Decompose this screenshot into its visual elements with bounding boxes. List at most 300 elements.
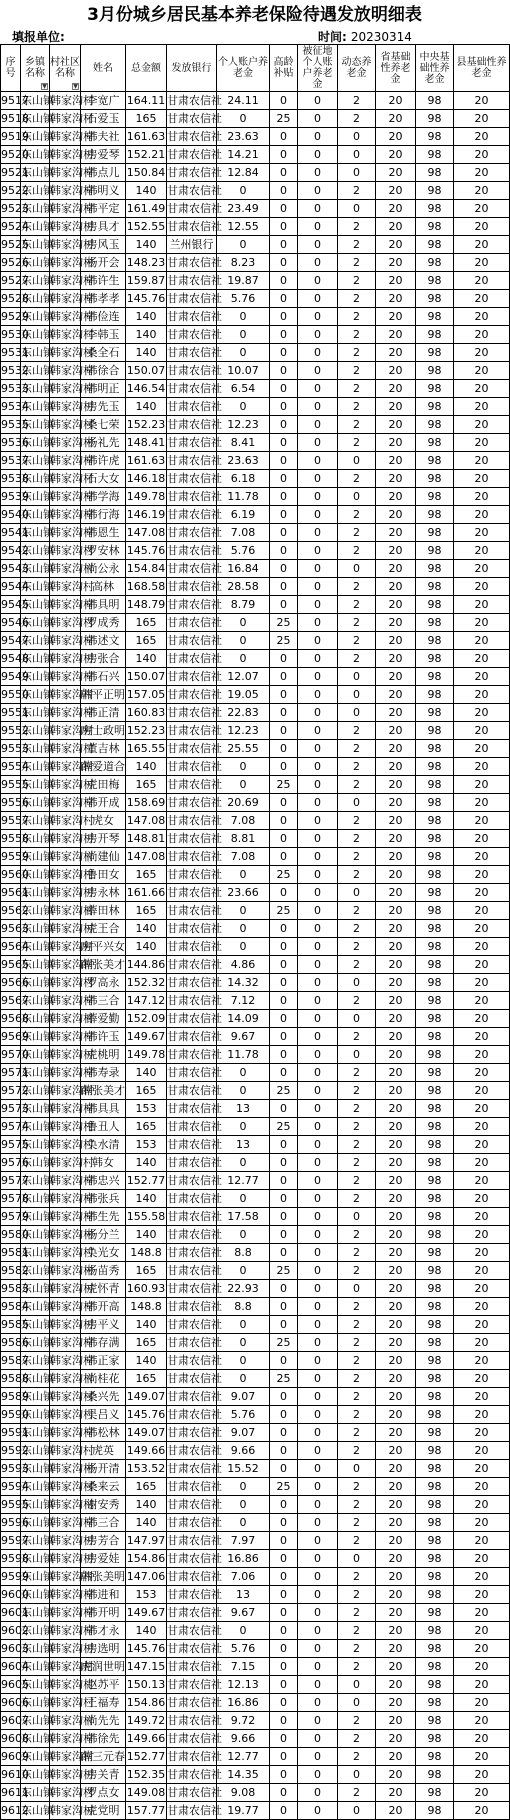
cell-prov[interactable]: 20 — [376, 956, 416, 974]
cell-prov[interactable]: 20 — [376, 1136, 416, 1154]
cell-cnty[interactable]: 20 — [454, 1586, 510, 1604]
cell-cnty[interactable]: 20 — [454, 956, 510, 974]
cell-bank[interactable]: 甘肃农信社 — [167, 1640, 217, 1658]
cell-land[interactable]: 0 — [298, 740, 338, 758]
cell-dyn[interactable]: 0 — [338, 146, 376, 164]
cell-total[interactable]: 147.08 — [126, 812, 167, 830]
cell-total[interactable]: 148.41 — [126, 434, 167, 452]
cell-dyn[interactable]: 2 — [338, 1406, 376, 1424]
cell-pers[interactable]: 0 — [217, 866, 270, 884]
cell-cent[interactable]: 98 — [416, 524, 454, 542]
cell-seq[interactable]: 9581 — [1, 1244, 21, 1262]
cell-total[interactable]: 140 — [126, 398, 167, 416]
cell-town[interactable]: 东山镇 — [21, 1568, 50, 1586]
cell-total[interactable]: 152.77 — [126, 1172, 167, 1190]
cell-cent[interactable]: 98 — [416, 1370, 454, 1388]
cell-cent[interactable]: 98 — [416, 1514, 454, 1532]
cell-cent[interactable]: 98 — [416, 1208, 454, 1226]
cell-total[interactable]: 152.55 — [126, 218, 167, 236]
cell-seq[interactable]: 9596 — [1, 1514, 21, 1532]
cell-town[interactable]: 东山镇 — [21, 398, 50, 416]
cell-pers[interactable]: 0 — [217, 1352, 270, 1370]
cell-bank[interactable]: 甘肃农信社 — [167, 1280, 217, 1298]
cell-pers[interactable]: 25.55 — [217, 740, 270, 758]
cell-seq[interactable]: 9561 — [1, 884, 21, 902]
cell-seq[interactable]: 9592 — [1, 1442, 21, 1460]
cell-name[interactable]: 李韩玉 — [81, 326, 126, 344]
cell-name[interactable]: 虎党明 — [81, 1802, 126, 1820]
cell-total[interactable]: 148.79 — [126, 596, 167, 614]
cell-cent[interactable]: 98 — [416, 164, 454, 182]
cell-seq[interactable]: 9534 — [1, 398, 21, 416]
cell-age[interactable]: 0 — [270, 938, 298, 956]
cell-bank[interactable]: 甘肃农信社 — [167, 542, 217, 560]
cell-bank[interactable]: 甘肃农信社 — [167, 128, 217, 146]
cell-cent[interactable]: 98 — [416, 452, 454, 470]
cell-name[interactable]: 虎王合 — [81, 920, 126, 938]
cell-age[interactable]: 0 — [270, 236, 298, 254]
cell-town[interactable]: 东山镇 — [21, 272, 50, 290]
cell-village[interactable]: 韩家沟村 — [50, 1496, 81, 1514]
cell-age[interactable]: 0 — [270, 452, 298, 470]
cell-dyn[interactable]: 2 — [338, 1370, 376, 1388]
cell-land[interactable]: 0 — [298, 1316, 338, 1334]
cell-cent[interactable]: 98 — [416, 596, 454, 614]
cell-town[interactable]: 东山镇 — [21, 920, 50, 938]
cell-land[interactable]: 0 — [298, 1154, 338, 1172]
cell-seq[interactable]: 9586 — [1, 1334, 21, 1352]
cell-seq[interactable]: 9585 — [1, 1316, 21, 1334]
cell-cnty[interactable]: 20 — [454, 1442, 510, 1460]
cell-bank[interactable]: 甘肃农信社 — [167, 1154, 217, 1172]
cell-seq[interactable]: 9535 — [1, 416, 21, 434]
cell-cent[interactable]: 98 — [416, 236, 454, 254]
cell-name[interactable]: 薛张美才 — [81, 956, 126, 974]
cell-village[interactable]: 韩家沟村 — [50, 650, 81, 668]
cell-seq[interactable]: 9599 — [1, 1568, 21, 1586]
cell-prov[interactable]: 20 — [376, 164, 416, 182]
cell-bank[interactable]: 甘肃农信社 — [167, 668, 217, 686]
cell-land[interactable]: 0 — [298, 434, 338, 452]
cell-cnty[interactable]: 20 — [454, 1694, 510, 1712]
cell-land[interactable]: 0 — [298, 1676, 338, 1694]
cell-cent[interactable]: 98 — [416, 1190, 454, 1208]
cell-total[interactable]: 165 — [126, 1118, 167, 1136]
cell-pers[interactable]: 9.67 — [217, 1604, 270, 1622]
cell-dyn[interactable]: 2 — [338, 1424, 376, 1442]
cell-total[interactable]: 153 — [126, 1136, 167, 1154]
cell-town[interactable]: 东山镇 — [21, 308, 50, 326]
cell-cnty[interactable]: 20 — [454, 1766, 510, 1784]
cell-land[interactable]: 0 — [298, 398, 338, 416]
cell-age[interactable]: 0 — [270, 560, 298, 578]
cell-age[interactable]: 0 — [270, 128, 298, 146]
cell-town[interactable]: 东山镇 — [21, 1190, 50, 1208]
cell-cnty[interactable]: 20 — [454, 146, 510, 164]
cell-town[interactable]: 东山镇 — [21, 1766, 50, 1784]
cell-town[interactable]: 东山镇 — [21, 452, 50, 470]
cell-town[interactable]: 东山镇 — [21, 1064, 50, 1082]
cell-dyn[interactable]: 2 — [338, 272, 376, 290]
cell-town[interactable]: 东山镇 — [21, 1550, 50, 1568]
cell-name[interactable]: 韩松林 — [81, 1424, 126, 1442]
cell-cent[interactable]: 98 — [416, 686, 454, 704]
cell-village[interactable]: 韩家沟村 — [50, 722, 81, 740]
cell-land[interactable]: 0 — [298, 362, 338, 380]
cell-land[interactable]: 0 — [298, 1118, 338, 1136]
cell-land[interactable]: 0 — [298, 1244, 338, 1262]
cell-cnty[interactable]: 20 — [454, 758, 510, 776]
cell-cent[interactable]: 98 — [416, 1496, 454, 1514]
cell-pers[interactable]: 0 — [217, 1064, 270, 1082]
cell-prov[interactable]: 20 — [376, 632, 416, 650]
cell-dyn[interactable]: 2 — [338, 1334, 376, 1352]
cell-name[interactable]: 韩进和 — [81, 1586, 126, 1604]
cell-total[interactable]: 149.78 — [126, 488, 167, 506]
cell-village[interactable]: 韩家沟村 — [50, 578, 81, 596]
cell-cnty[interactable]: 20 — [454, 488, 510, 506]
cell-age[interactable]: 0 — [270, 326, 298, 344]
cell-prov[interactable]: 20 — [376, 1568, 416, 1586]
cell-name[interactable]: 高林 — [81, 578, 126, 596]
cell-village[interactable]: 韩家沟村 — [50, 1478, 81, 1496]
cell-seq[interactable]: 9609 — [1, 1748, 21, 1766]
cell-town[interactable]: 东山镇 — [21, 1532, 50, 1550]
cell-bank[interactable]: 甘肃农信社 — [167, 1586, 217, 1604]
cell-total[interactable]: 149.07 — [126, 1424, 167, 1442]
cell-cent[interactable]: 98 — [416, 272, 454, 290]
cell-village[interactable]: 韩家沟村 — [50, 326, 81, 344]
cell-pers[interactable]: 7.08 — [217, 524, 270, 542]
cell-name[interactable]: 鲁田女 — [81, 866, 126, 884]
cell-age[interactable]: 0 — [270, 992, 298, 1010]
cell-town[interactable]: 东山镇 — [21, 1460, 50, 1478]
cell-village[interactable]: 韩家沟村 — [50, 128, 81, 146]
cell-town[interactable]: 东山镇 — [21, 614, 50, 632]
cell-bank[interactable]: 甘肃农信社 — [167, 776, 217, 794]
cell-dyn[interactable]: 2 — [338, 434, 376, 452]
cell-seq[interactable]: 9568 — [1, 1010, 21, 1028]
cell-bank[interactable]: 甘肃农信社 — [167, 596, 217, 614]
cell-town[interactable]: 东山镇 — [21, 1406, 50, 1424]
cell-total[interactable]: 152.21 — [126, 146, 167, 164]
cell-seq[interactable]: 9557 — [1, 812, 21, 830]
cell-cnty[interactable]: 20 — [454, 1730, 510, 1748]
cell-dyn[interactable]: 2 — [338, 1658, 376, 1676]
cell-cent[interactable]: 98 — [416, 1586, 454, 1604]
cell-town[interactable]: 东山镇 — [21, 632, 50, 650]
cell-land[interactable]: 0 — [298, 1622, 338, 1640]
cell-pers[interactable]: 13 — [217, 1586, 270, 1604]
cell-total[interactable]: 140 — [126, 758, 167, 776]
cell-cent[interactable]: 98 — [416, 1316, 454, 1334]
cell-bank[interactable]: 甘肃农信社 — [167, 1208, 217, 1226]
cell-total[interactable]: 152.77 — [126, 1748, 167, 1766]
cell-bank[interactable]: 甘肃农信社 — [167, 1226, 217, 1244]
cell-age[interactable]: 0 — [270, 344, 298, 362]
cell-cent[interactable]: 98 — [416, 668, 454, 686]
cell-town[interactable]: 东山镇 — [21, 956, 50, 974]
cell-cnty[interactable]: 20 — [454, 1748, 510, 1766]
cell-age[interactable]: 25 — [270, 632, 298, 650]
cell-seq[interactable]: 9544 — [1, 578, 21, 596]
cell-dyn[interactable]: 2 — [338, 776, 376, 794]
cell-name[interactable]: 房风玉 — [81, 236, 126, 254]
cell-cent[interactable]: 98 — [416, 1748, 454, 1766]
cell-bank[interactable]: 甘肃农信社 — [167, 722, 217, 740]
cell-age[interactable]: 0 — [270, 1622, 298, 1640]
cell-total[interactable]: 140 — [126, 344, 167, 362]
cell-name[interactable]: 虎英 — [81, 1442, 126, 1460]
cell-town[interactable]: 东山镇 — [21, 1082, 50, 1100]
cell-age[interactable]: 0 — [270, 1190, 298, 1208]
cell-cent[interactable]: 98 — [416, 398, 454, 416]
cell-village[interactable]: 韩家沟村 — [50, 1154, 81, 1172]
cell-prov[interactable]: 20 — [376, 1550, 416, 1568]
cell-land[interactable]: 0 — [298, 236, 338, 254]
cell-age[interactable]: 0 — [270, 578, 298, 596]
cell-town[interactable]: 东山镇 — [21, 794, 50, 812]
cell-bank[interactable]: 甘肃农信社 — [167, 200, 217, 218]
cell-bank[interactable]: 甘肃农信社 — [167, 560, 217, 578]
cell-dyn[interactable]: 2 — [338, 1784, 376, 1802]
cell-prov[interactable]: 20 — [376, 1100, 416, 1118]
cell-dyn[interactable]: 2 — [338, 812, 376, 830]
cell-prov[interactable]: 20 — [376, 1118, 416, 1136]
cell-bank[interactable]: 甘肃农信社 — [167, 938, 217, 956]
cell-town[interactable]: 东山镇 — [21, 1316, 50, 1334]
cell-land[interactable]: 0 — [298, 1298, 338, 1316]
cell-land[interactable]: 0 — [298, 1100, 338, 1118]
cell-town[interactable]: 东山镇 — [21, 1046, 50, 1064]
cell-bank[interactable]: 甘肃农信社 — [167, 272, 217, 290]
cell-name[interactable]: 董吉林 — [81, 740, 126, 758]
cell-prov[interactable]: 20 — [376, 902, 416, 920]
cell-bank[interactable]: 甘肃农信社 — [167, 110, 217, 128]
cell-total[interactable]: 152.09 — [126, 1010, 167, 1028]
cell-age[interactable]: 25 — [270, 776, 298, 794]
cell-age[interactable]: 0 — [270, 1640, 298, 1658]
cell-pers[interactable]: 8.81 — [217, 830, 270, 848]
cell-age[interactable]: 0 — [270, 848, 298, 866]
cell-town[interactable]: 东山镇 — [21, 1172, 50, 1190]
cell-pers[interactable]: 0 — [217, 614, 270, 632]
cell-cent[interactable]: 98 — [416, 92, 454, 110]
cell-cent[interactable]: 98 — [416, 1280, 454, 1298]
cell-cent[interactable]: 98 — [416, 1082, 454, 1100]
cell-village[interactable]: 韩家沟村 — [50, 1694, 81, 1712]
cell-prov[interactable]: 20 — [376, 524, 416, 542]
cell-prov[interactable]: 20 — [376, 1622, 416, 1640]
cell-land[interactable]: 0 — [298, 1082, 338, 1100]
cell-dyn[interactable]: 0 — [338, 1208, 376, 1226]
cell-dyn[interactable]: 0 — [338, 128, 376, 146]
cell-total[interactable]: 155.58 — [126, 1208, 167, 1226]
cell-name[interactable]: 桑来云 — [81, 1478, 126, 1496]
cell-bank[interactable]: 甘肃农信社 — [167, 974, 217, 992]
cell-total[interactable]: 160.83 — [126, 704, 167, 722]
cell-total[interactable]: 148.8 — [126, 1298, 167, 1316]
cell-pers[interactable]: 19.05 — [217, 686, 270, 704]
cell-dyn[interactable]: 2 — [338, 1388, 376, 1406]
cell-cnty[interactable]: 20 — [454, 884, 510, 902]
cell-prov[interactable]: 20 — [376, 1496, 416, 1514]
cell-dyn[interactable]: 2 — [338, 1154, 376, 1172]
cell-village[interactable]: 韩家沟村 — [50, 632, 81, 650]
cell-village[interactable]: 韩家沟村 — [50, 1424, 81, 1442]
cell-pers[interactable]: 9.72 — [217, 1712, 270, 1730]
cell-bank[interactable]: 甘肃农信社 — [167, 866, 217, 884]
cell-bank[interactable]: 甘肃农信社 — [167, 398, 217, 416]
cell-seq[interactable]: 9556 — [1, 794, 21, 812]
cell-total[interactable]: 140 — [126, 1514, 167, 1532]
cell-cnty[interactable]: 20 — [454, 1550, 510, 1568]
cell-total[interactable]: 159.87 — [126, 272, 167, 290]
cell-pers[interactable]: 8.8 — [217, 1298, 270, 1316]
cell-total[interactable]: 140 — [126, 308, 167, 326]
cell-bank[interactable]: 甘肃农信社 — [167, 434, 217, 452]
cell-age[interactable]: 0 — [270, 1208, 298, 1226]
cell-dyn[interactable]: 0 — [338, 164, 376, 182]
cell-seq[interactable]: 9532 — [1, 362, 21, 380]
cell-age[interactable]: 0 — [270, 650, 298, 668]
cell-seq[interactable]: 9583 — [1, 1280, 21, 1298]
cell-total[interactable]: 150.07 — [126, 668, 167, 686]
cell-town[interactable]: 东山镇 — [21, 686, 50, 704]
cell-cent[interactable]: 98 — [416, 956, 454, 974]
cell-cent[interactable]: 98 — [416, 1154, 454, 1172]
cell-bank[interactable]: 甘肃农信社 — [167, 1064, 217, 1082]
cell-cent[interactable]: 98 — [416, 290, 454, 308]
cell-cent[interactable]: 98 — [416, 902, 454, 920]
cell-town[interactable]: 东山镇 — [21, 128, 50, 146]
cell-bank[interactable]: 甘肃农信社 — [167, 1406, 217, 1424]
cell-name[interactable]: 房开琴 — [81, 830, 126, 848]
cell-land[interactable]: 0 — [298, 1514, 338, 1532]
cell-bank[interactable]: 甘肃农信社 — [167, 1802, 217, 1820]
cell-name[interactable]: 韩正清 — [81, 704, 126, 722]
cell-cent[interactable]: 98 — [416, 416, 454, 434]
cell-prov[interactable]: 20 — [376, 1316, 416, 1334]
cell-town[interactable]: 东山镇 — [21, 650, 50, 668]
cell-bank[interactable]: 甘肃农信社 — [167, 1730, 217, 1748]
cell-prov[interactable]: 20 — [376, 128, 416, 146]
cell-cnty[interactable]: 20 — [454, 542, 510, 560]
cell-prov[interactable]: 20 — [376, 1514, 416, 1532]
cell-cent[interactable]: 98 — [416, 614, 454, 632]
cell-name[interactable]: 虎润世明 — [81, 1658, 126, 1676]
cell-bank[interactable]: 甘肃农信社 — [167, 1442, 217, 1460]
cell-village[interactable]: 韩家沟村 — [50, 1136, 81, 1154]
cell-seq[interactable]: 9554 — [1, 758, 21, 776]
cell-prov[interactable]: 20 — [376, 452, 416, 470]
cell-prov[interactable]: 20 — [376, 344, 416, 362]
cell-land[interactable]: 0 — [298, 1172, 338, 1190]
cell-dyn[interactable]: 2 — [338, 1604, 376, 1622]
cell-prov[interactable]: 20 — [376, 1784, 416, 1802]
cell-bank[interactable]: 甘肃农信社 — [167, 290, 217, 308]
cell-seq[interactable]: 9604 — [1, 1658, 21, 1676]
cell-pers[interactable]: 0 — [217, 650, 270, 668]
cell-bank[interactable]: 甘肃农信社 — [167, 1694, 217, 1712]
cell-bank[interactable]: 甘肃农信社 — [167, 956, 217, 974]
cell-land[interactable]: 0 — [298, 920, 338, 938]
cell-age[interactable]: 0 — [270, 1406, 298, 1424]
cell-cent[interactable]: 98 — [416, 1172, 454, 1190]
cell-seq[interactable]: 9529 — [1, 308, 21, 326]
cell-town[interactable]: 东山镇 — [21, 1010, 50, 1028]
cell-cnty[interactable]: 20 — [454, 1478, 510, 1496]
cell-land[interactable]: 0 — [298, 1604, 338, 1622]
cell-age[interactable]: 0 — [270, 1604, 298, 1622]
cell-dyn[interactable]: 2 — [338, 1118, 376, 1136]
cell-age[interactable]: 0 — [270, 1316, 298, 1334]
cell-dyn[interactable]: 0 — [338, 884, 376, 902]
cell-dyn[interactable]: 2 — [338, 380, 376, 398]
cell-seq[interactable]: 9522 — [1, 182, 21, 200]
cell-village[interactable]: 韩家沟村 — [50, 866, 81, 884]
cell-age[interactable]: 0 — [270, 398, 298, 416]
cell-village[interactable]: 韩家沟村 — [50, 272, 81, 290]
cell-name[interactable]: 杨礼先 — [81, 434, 126, 452]
cell-land[interactable]: 0 — [298, 452, 338, 470]
cell-seq[interactable]: 9531 — [1, 344, 21, 362]
cell-pers[interactable]: 0 — [217, 110, 270, 128]
cell-seq[interactable]: 9600 — [1, 1586, 21, 1604]
cell-land[interactable]: 0 — [298, 1532, 338, 1550]
cell-age[interactable]: 0 — [270, 1568, 298, 1586]
cell-cnty[interactable]: 20 — [454, 254, 510, 272]
cell-pers[interactable]: 0 — [217, 902, 270, 920]
cell-seq[interactable]: 9611 — [1, 1784, 21, 1802]
cell-town[interactable]: 东山镇 — [21, 992, 50, 1010]
cell-village[interactable]: 韩家沟村 — [50, 1244, 81, 1262]
cell-village[interactable]: 韩家沟村 — [50, 362, 81, 380]
cell-dyn[interactable]: 2 — [338, 902, 376, 920]
cell-name[interactable]: 房爱琴 — [81, 146, 126, 164]
cell-seq[interactable]: 9608 — [1, 1730, 21, 1748]
cell-total[interactable]: 154.84 — [126, 560, 167, 578]
cell-village[interactable]: 韩家沟村 — [50, 902, 81, 920]
cell-dyn[interactable]: 2 — [338, 830, 376, 848]
cell-seq[interactable]: 9594 — [1, 1478, 21, 1496]
cell-cent[interactable]: 98 — [416, 1100, 454, 1118]
cell-name[interactable]: 奂水清 — [81, 1136, 126, 1154]
cell-seq[interactable]: 9582 — [1, 1262, 21, 1280]
cell-age[interactable]: 0 — [270, 470, 298, 488]
cell-total[interactable]: 165 — [126, 1082, 167, 1100]
cell-seq[interactable]: 9606 — [1, 1694, 21, 1712]
cell-town[interactable]: 东山镇 — [21, 362, 50, 380]
cell-cent[interactable]: 98 — [416, 758, 454, 776]
cell-age[interactable]: 0 — [270, 1298, 298, 1316]
cell-age[interactable]: 0 — [270, 1694, 298, 1712]
cell-seq[interactable]: 9598 — [1, 1550, 21, 1568]
cell-land[interactable]: 0 — [298, 596, 338, 614]
cell-land[interactable]: 0 — [298, 308, 338, 326]
cell-age[interactable]: 0 — [270, 812, 298, 830]
cell-total[interactable]: 165.55 — [126, 740, 167, 758]
cell-seq[interactable]: 9520 — [1, 146, 21, 164]
cell-town[interactable]: 东山镇 — [21, 92, 50, 110]
cell-bank[interactable]: 甘肃农信社 — [167, 1712, 217, 1730]
cell-dyn[interactable]: 2 — [338, 1640, 376, 1658]
cell-age[interactable]: 0 — [270, 1154, 298, 1172]
cell-village[interactable]: 韩家沟村 — [50, 470, 81, 488]
cell-cent[interactable]: 98 — [416, 1262, 454, 1280]
cell-village[interactable]: 韩家沟村 — [50, 416, 81, 434]
cell-prov[interactable]: 20 — [376, 1154, 416, 1172]
